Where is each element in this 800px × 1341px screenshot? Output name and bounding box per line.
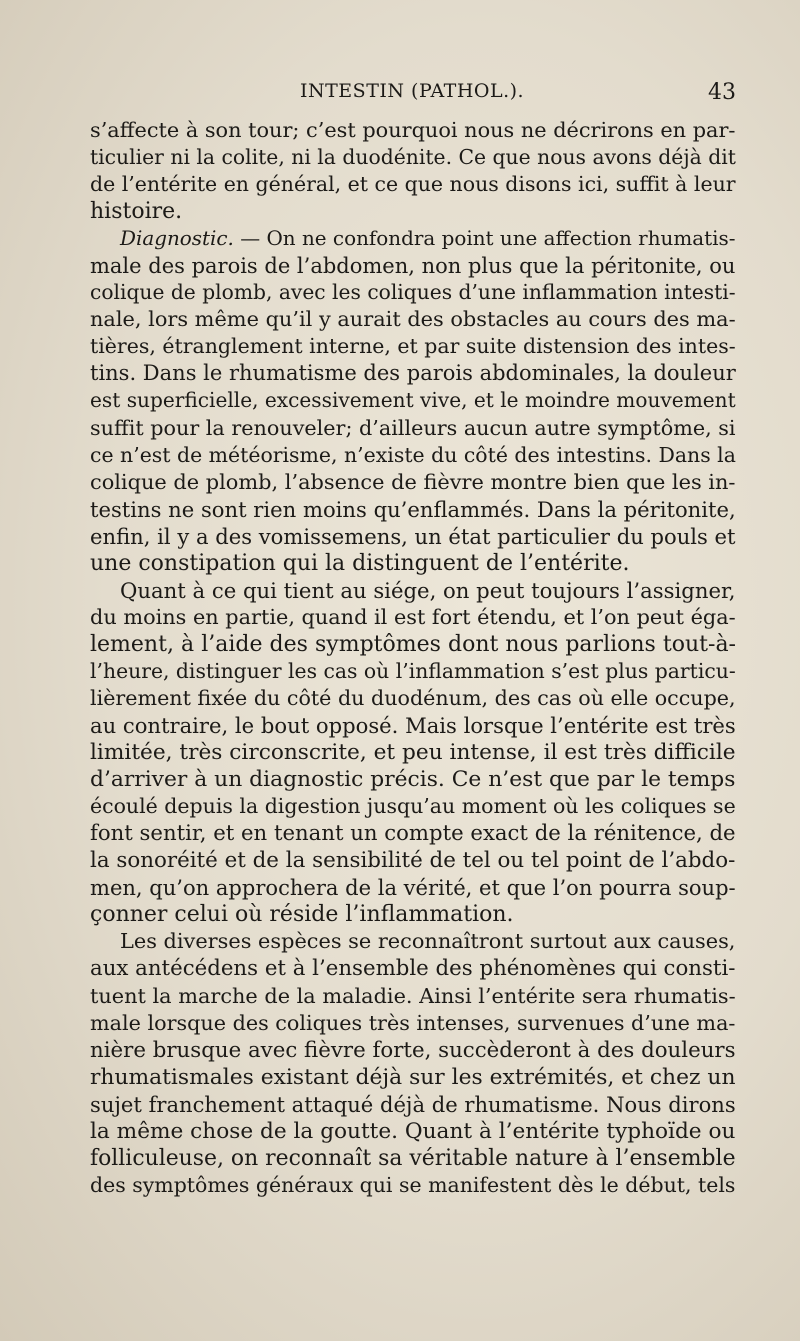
text-line [90, 1145, 736, 1172]
text-line [90, 874, 736, 901]
text-line [90, 225, 736, 252]
line-text: male des parois de l’abdomen, non plus que la péritonite, ou [90, 253, 736, 279]
line-text: histoire. [90, 199, 183, 225]
text-line [90, 279, 736, 306]
line-text: nière brusque avec fièvre forte, succèderont à des douleurs [90, 1037, 736, 1063]
line-text: lièrement fixée du côté du duodénum, des cas où elle occupe, [90, 685, 736, 710]
line-text: d’arriver à un diagnostic précis. Ce n’est que par le temps [90, 767, 736, 793]
text-line [90, 1091, 736, 1118]
text-line [90, 1010, 736, 1037]
text-line [90, 712, 736, 739]
page-header [90, 80, 736, 114]
text-line [90, 117, 736, 144]
text-line [90, 198, 736, 225]
line-text: tières, étranglement interne, et par suite distension des intes- [90, 334, 736, 359]
line-text: çonner celui où réside l’inflammation. [90, 902, 514, 928]
text-line [90, 523, 736, 550]
line-text: sujet franchement attaqué déjà de rhumatisme. Nous dirons [90, 1091, 736, 1117]
line-text: font sentir, et en tenant un compte exact de la rénitence, de [90, 821, 736, 847]
line-text: male lorsque des coliques très intenses, survenues d’une ma- [90, 1010, 736, 1035]
text-line [90, 577, 736, 604]
text-line [90, 739, 736, 766]
line-text: rhumatismales existant déjà sur les extrémités, et chez un [90, 1064, 736, 1090]
line-text: colique de plomb, l’absence de fièvre montre bien que les in- [90, 469, 736, 494]
text-line [90, 415, 736, 442]
line-text: écoulé depuis la digestion jusqu’au moment où les coliques se [90, 794, 736, 819]
text-line [90, 604, 736, 631]
line-text: — On ne confondra point une affection rhumatis- [233, 227, 736, 251]
text-line [90, 983, 736, 1010]
line-text: une constipation qui la distinguent de l’entérite. [90, 550, 630, 576]
body-text [90, 117, 736, 1199]
text-line [90, 847, 736, 874]
text-line [90, 793, 736, 820]
line-text: Les diverses espèces se reconnaîtront surtout aux causes, [120, 929, 736, 954]
text-line [90, 550, 736, 577]
text-line [90, 496, 736, 523]
text-line [90, 1118, 736, 1145]
line-text: l’heure, distinguer les cas où l’inflammation s’est plus particu- [90, 658, 736, 683]
text-line [90, 144, 736, 171]
text-line [90, 306, 736, 333]
text-line [90, 442, 736, 469]
line-text: tins. Dans le rhumatisme des parois abdominales, la douleur [90, 361, 736, 386]
line-text: testins ne sont rien moins qu’enflammés. Dans la péritonite, [90, 496, 736, 522]
line-text: de l’entérite en général, et ce que nous disons ici, suffit à leur [90, 172, 736, 197]
text-line [90, 360, 736, 387]
page-number: 43 [708, 80, 736, 105]
line-text: ticulier ni la colite, ni la duodénite. Ce que nous avons déjà dit [90, 145, 736, 170]
text-line [90, 901, 736, 928]
line-text: folliculeuse, on reconnaît sa véritable nature à l’ensemble [90, 1145, 736, 1171]
line-text: est superficielle, excessivement vive, et le moindre mouvement [90, 388, 736, 413]
line-text: au contraire, le bout opposé. Mais lorsque l’entérite est très [90, 713, 736, 739]
line-text: tuent la marche de la maladie. Ainsi l’entérite sera rhumatis- [90, 983, 736, 1008]
text-line [90, 658, 736, 685]
text-line [90, 469, 736, 496]
text-line [90, 171, 736, 198]
text-line [90, 1172, 736, 1199]
text-line [90, 252, 736, 279]
text-line [90, 820, 736, 847]
running-title: INTESTIN (PATHOL.). [300, 80, 525, 102]
section-lead: Diagnostic. [120, 227, 234, 251]
text-line [90, 685, 736, 712]
text-line [90, 1064, 736, 1091]
line-text: la sonoréité et de la sensibilité de tel ou tel point de l’abdo- [90, 848, 736, 874]
line-text: limitée, très circonscrite, et peu intense, il est très difficile [90, 740, 736, 766]
line-text: enfin, il y a des vomissemens, un état particulier du pouls et [90, 523, 736, 549]
line-text: lement, à l’aide des symptômes dont nous parlions tout-à- [90, 631, 736, 657]
line-text: du moins en partie, quand il est fort étendu, et l’on peut éga- [90, 604, 736, 629]
text-line [90, 766, 736, 793]
line-text: la même chose de la goutte. Quant à l’entérite typhoïde ou [90, 1118, 736, 1144]
text-line [90, 955, 736, 982]
text-line [90, 333, 736, 360]
line-text: des symptômes généraux qui se manifestent dès le début, tels [90, 1172, 736, 1197]
line-text: men, qu’on approchera de la vérité, et que l’on pourra soup- [90, 875, 736, 901]
text-line [90, 928, 736, 955]
text-line [90, 387, 736, 414]
line-text: s’affecte à son tour; c’est pourquoi nous ne décrirons en par- [90, 118, 736, 142]
line-text: suffit pour la renouveler; d’ailleurs aucun autre symptôme, si [90, 415, 736, 440]
line-text: nale, lors même qu’il y aurait des obstacles au cours des ma- [90, 307, 736, 332]
line-text: Quant à ce qui tient au siége, on peut toujours l’assigner, [120, 577, 736, 603]
line-text: aux antécédens et à l’ensemble des phénomènes qui consti- [90, 956, 736, 982]
text-line [90, 1037, 736, 1064]
line-text: colique de plomb, avec les coliques d’une inflammation intesti- [90, 280, 736, 305]
text-line [90, 631, 736, 658]
line-text: ce n’est de météorisme, n’existe du côté des intestins. Dans la [90, 442, 736, 467]
